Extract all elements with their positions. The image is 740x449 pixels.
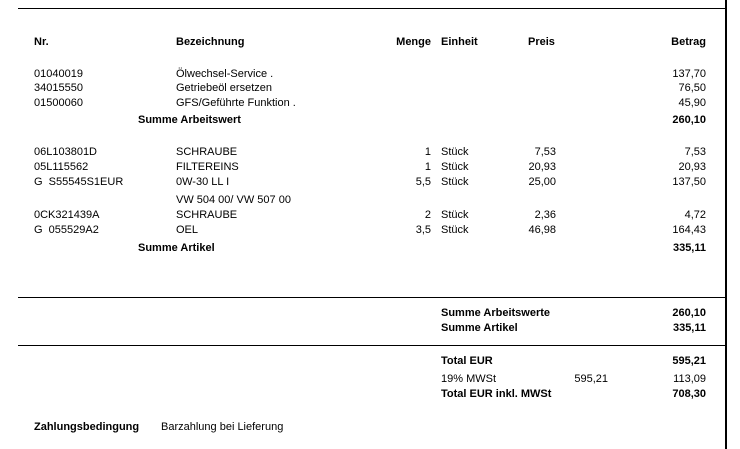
subtotal-artikel-value: 335,11: [672, 322, 706, 334]
item-betrag: 7,53: [684, 146, 706, 158]
mwst-value: 113,09: [673, 373, 706, 385]
item-bezeichnung: Ölwechsel-Service .: [176, 68, 274, 80]
item-nr: 05L115562: [34, 161, 89, 173]
subtotal-artikel-label: Summe Artikel: [441, 322, 518, 334]
item-nr: 0CK321439A: [34, 209, 100, 221]
item-betrag: 45,90: [678, 97, 706, 109]
header-betrag: Betrag: [671, 36, 706, 48]
payment-terms-label: Zahlungsbedingung: [34, 421, 140, 433]
header-bezeichnung: Bezeichnung: [176, 36, 245, 48]
header-menge: Menge: [396, 36, 431, 48]
item-nr: 01040019: [34, 68, 83, 80]
mwst-label: 19% MWSt: [441, 373, 497, 385]
item-bezeichnung: SCHRAUBE: [176, 209, 238, 221]
item-bezeichnung: 0W-30 LL I: [176, 176, 230, 188]
item-menge: 1: [424, 146, 431, 158]
item-preis: 46,98: [528, 224, 556, 236]
gross-total-label: Total EUR inkl. MWSt: [441, 388, 552, 400]
mwst-base: 595,21: [574, 373, 608, 385]
item-bezeichnung: GFS/Geführte Funktion .: [176, 97, 296, 109]
item-nr: G 055529A2: [34, 224, 99, 236]
item-betrag: 4,72: [684, 209, 706, 221]
item-betrag: 20,93: [678, 161, 706, 173]
item-betrag: 137,50: [672, 176, 706, 188]
item-preis: 7,53: [534, 146, 556, 158]
header-einheit: Einheit: [441, 36, 478, 48]
item-preis: 25,00: [528, 176, 556, 188]
subtotal-arbeit-label: Summe Arbeitswerte: [441, 307, 551, 319]
item-betrag: 137,70: [672, 68, 706, 80]
item-bezeichnung: VW 504 00/ VW 507 00: [176, 194, 291, 206]
item-bezeichnung: OEL: [176, 224, 199, 236]
item-betrag: 76,50: [678, 82, 706, 94]
item-nr: 06L103801D: [34, 146, 98, 158]
labor-sum-value: 260,10: [672, 114, 706, 126]
item-bezeichnung: FILTEREINS: [176, 161, 239, 173]
top-divider: [18, 8, 725, 9]
item-einheit: Stück: [441, 176, 469, 188]
item-einheit: Stück: [441, 146, 469, 158]
item-betrag: 164,43: [672, 224, 706, 236]
item-menge: 2: [424, 209, 431, 221]
labor-sum-label: Summe Arbeitswert: [138, 114, 241, 126]
item-nr: 01500060: [34, 97, 83, 109]
total-value: 595,21: [672, 355, 706, 367]
item-menge: 3,5: [415, 224, 431, 236]
subtotal-divider: [18, 297, 725, 298]
parts-sum-value: 335,11: [672, 242, 706, 254]
item-preis: 2,36: [534, 209, 556, 221]
totals-divider: [18, 345, 725, 346]
subtotal-arbeit-value: 260,10: [672, 307, 706, 319]
header-nr: Nr.: [34, 36, 49, 48]
item-einheit: Stück: [441, 161, 469, 173]
item-bezeichnung: SCHRAUBE: [176, 146, 238, 158]
gross-total-value: 708,30: [672, 388, 706, 400]
total-label: Total EUR: [441, 355, 493, 367]
item-menge: 1: [424, 161, 431, 173]
item-einheit: Stück: [441, 209, 469, 221]
header-preis: Preis: [528, 36, 555, 48]
item-bezeichnung: Getriebeöl ersetzen: [176, 82, 272, 94]
item-nr: G S55545S1EUR: [34, 176, 124, 188]
parts-sum-label: Summe Artikel: [138, 242, 215, 254]
item-menge: 5,5: [415, 176, 431, 188]
payment-terms-value: Barzahlung bei Lieferung: [161, 421, 284, 433]
item-einheit: Stück: [441, 224, 469, 236]
item-preis: 20,93: [528, 161, 556, 173]
page-right-border: [725, 0, 727, 449]
item-nr: 34015550: [34, 82, 83, 94]
